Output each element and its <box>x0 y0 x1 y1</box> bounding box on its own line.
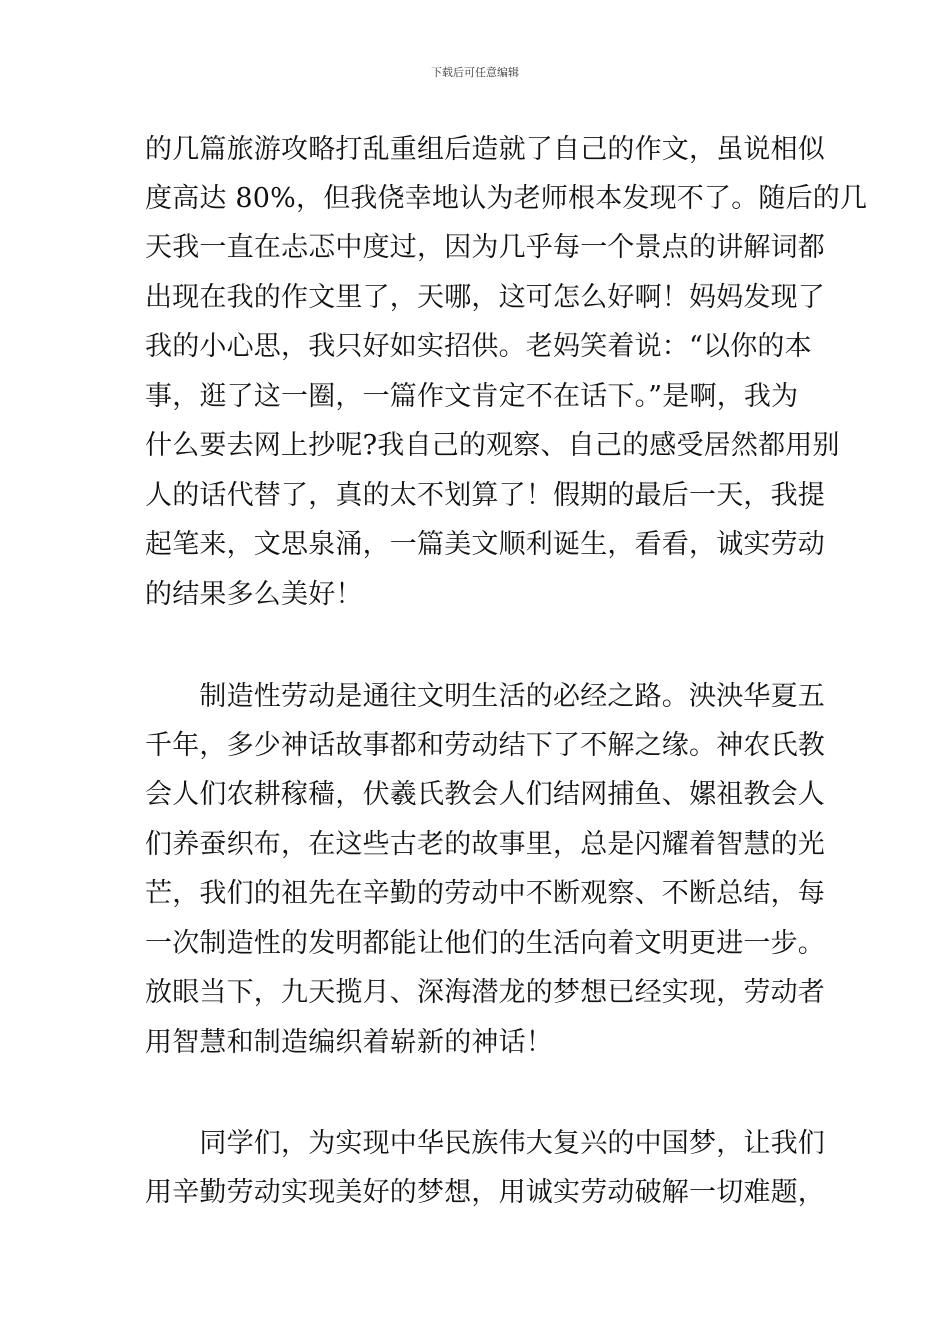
paragraph-1-line-3: 天我一直在忐忑中度过，因为几乎每一个景点的讲解词都 <box>145 232 825 263</box>
paragraph-2-line-6: 一次制造性的发明都能让他们的生活向着文明更进一步。 <box>145 928 825 959</box>
paragraph-2-line-4: 们养蚕织布，在这些古老的故事里，总是闪耀着智慧的光 <box>145 829 825 860</box>
paragraph-2-line-8: 用智慧和制造编织着崭新的神话！ <box>145 1027 553 1058</box>
paragraph-2-line-3: 会人们农耕稼穑，伏羲氏教会人们结网捕鱼、嫘祖教会人 <box>145 779 825 810</box>
paragraph-1-line-1: 的几篇旅游攻略打乱重组后造就了自己的作文，虽说相似 <box>145 134 825 165</box>
paragraph-1-line-2: 度高达 80%，但我侥幸地认为老师根本发现不了。随后的几 <box>145 183 868 214</box>
paragraph-1-line-9: 起笔来，文思泉涌，一篇美文顺利诞生，看看，诚实劳动 <box>145 529 825 560</box>
paragraph-1-line-6: 事，逛了这一圈，一篇作文肯定不在话下。”是啊，我为 <box>145 381 799 412</box>
paragraph-1-line-8: 人的话代替了，真的太不划算了！假期的最后一天，我提 <box>145 480 825 511</box>
paragraph-1-line-5: 我的小心思，我只好如实招供。老妈笑着说：“以你的本 <box>145 331 812 362</box>
page-header: 下载后可任意编辑 <box>431 66 519 79</box>
paragraph-1-line-7: 什么要去网上抄呢?我自己的观察、自己的感受居然都用别 <box>145 430 840 461</box>
paragraph-3-line-1: 同学们，为实现中华民族伟大复兴的中国梦，让我们 <box>145 1128 825 1159</box>
paragraph-2-line-2: 千年，多少神话故事都和劳动结下了不解之缘。神农氏教 <box>145 730 825 761</box>
paragraph-1-line-10: 的结果多么美好！ <box>145 579 363 610</box>
paragraph-2-line-5: 芒，我们的祖先在辛勤的劳动中不断观察、不断总结，每 <box>145 878 825 909</box>
paragraph-2-line-1: 制造性劳动是通往文明生活的必经之路。泱泱华夏五 <box>145 681 825 712</box>
paragraph-1-line-4: 出现在我的作文里了，天哪，这可怎么好啊！妈妈发现了 <box>145 282 825 313</box>
paragraph-3-line-2: 用辛勤劳动实现美好的梦想，用诚实劳动破解一切难题， <box>145 1177 825 1208</box>
paragraph-2-line-7: 放眼当下，九天揽月、深海潜龙的梦想已经实现，劳动者 <box>145 977 825 1008</box>
